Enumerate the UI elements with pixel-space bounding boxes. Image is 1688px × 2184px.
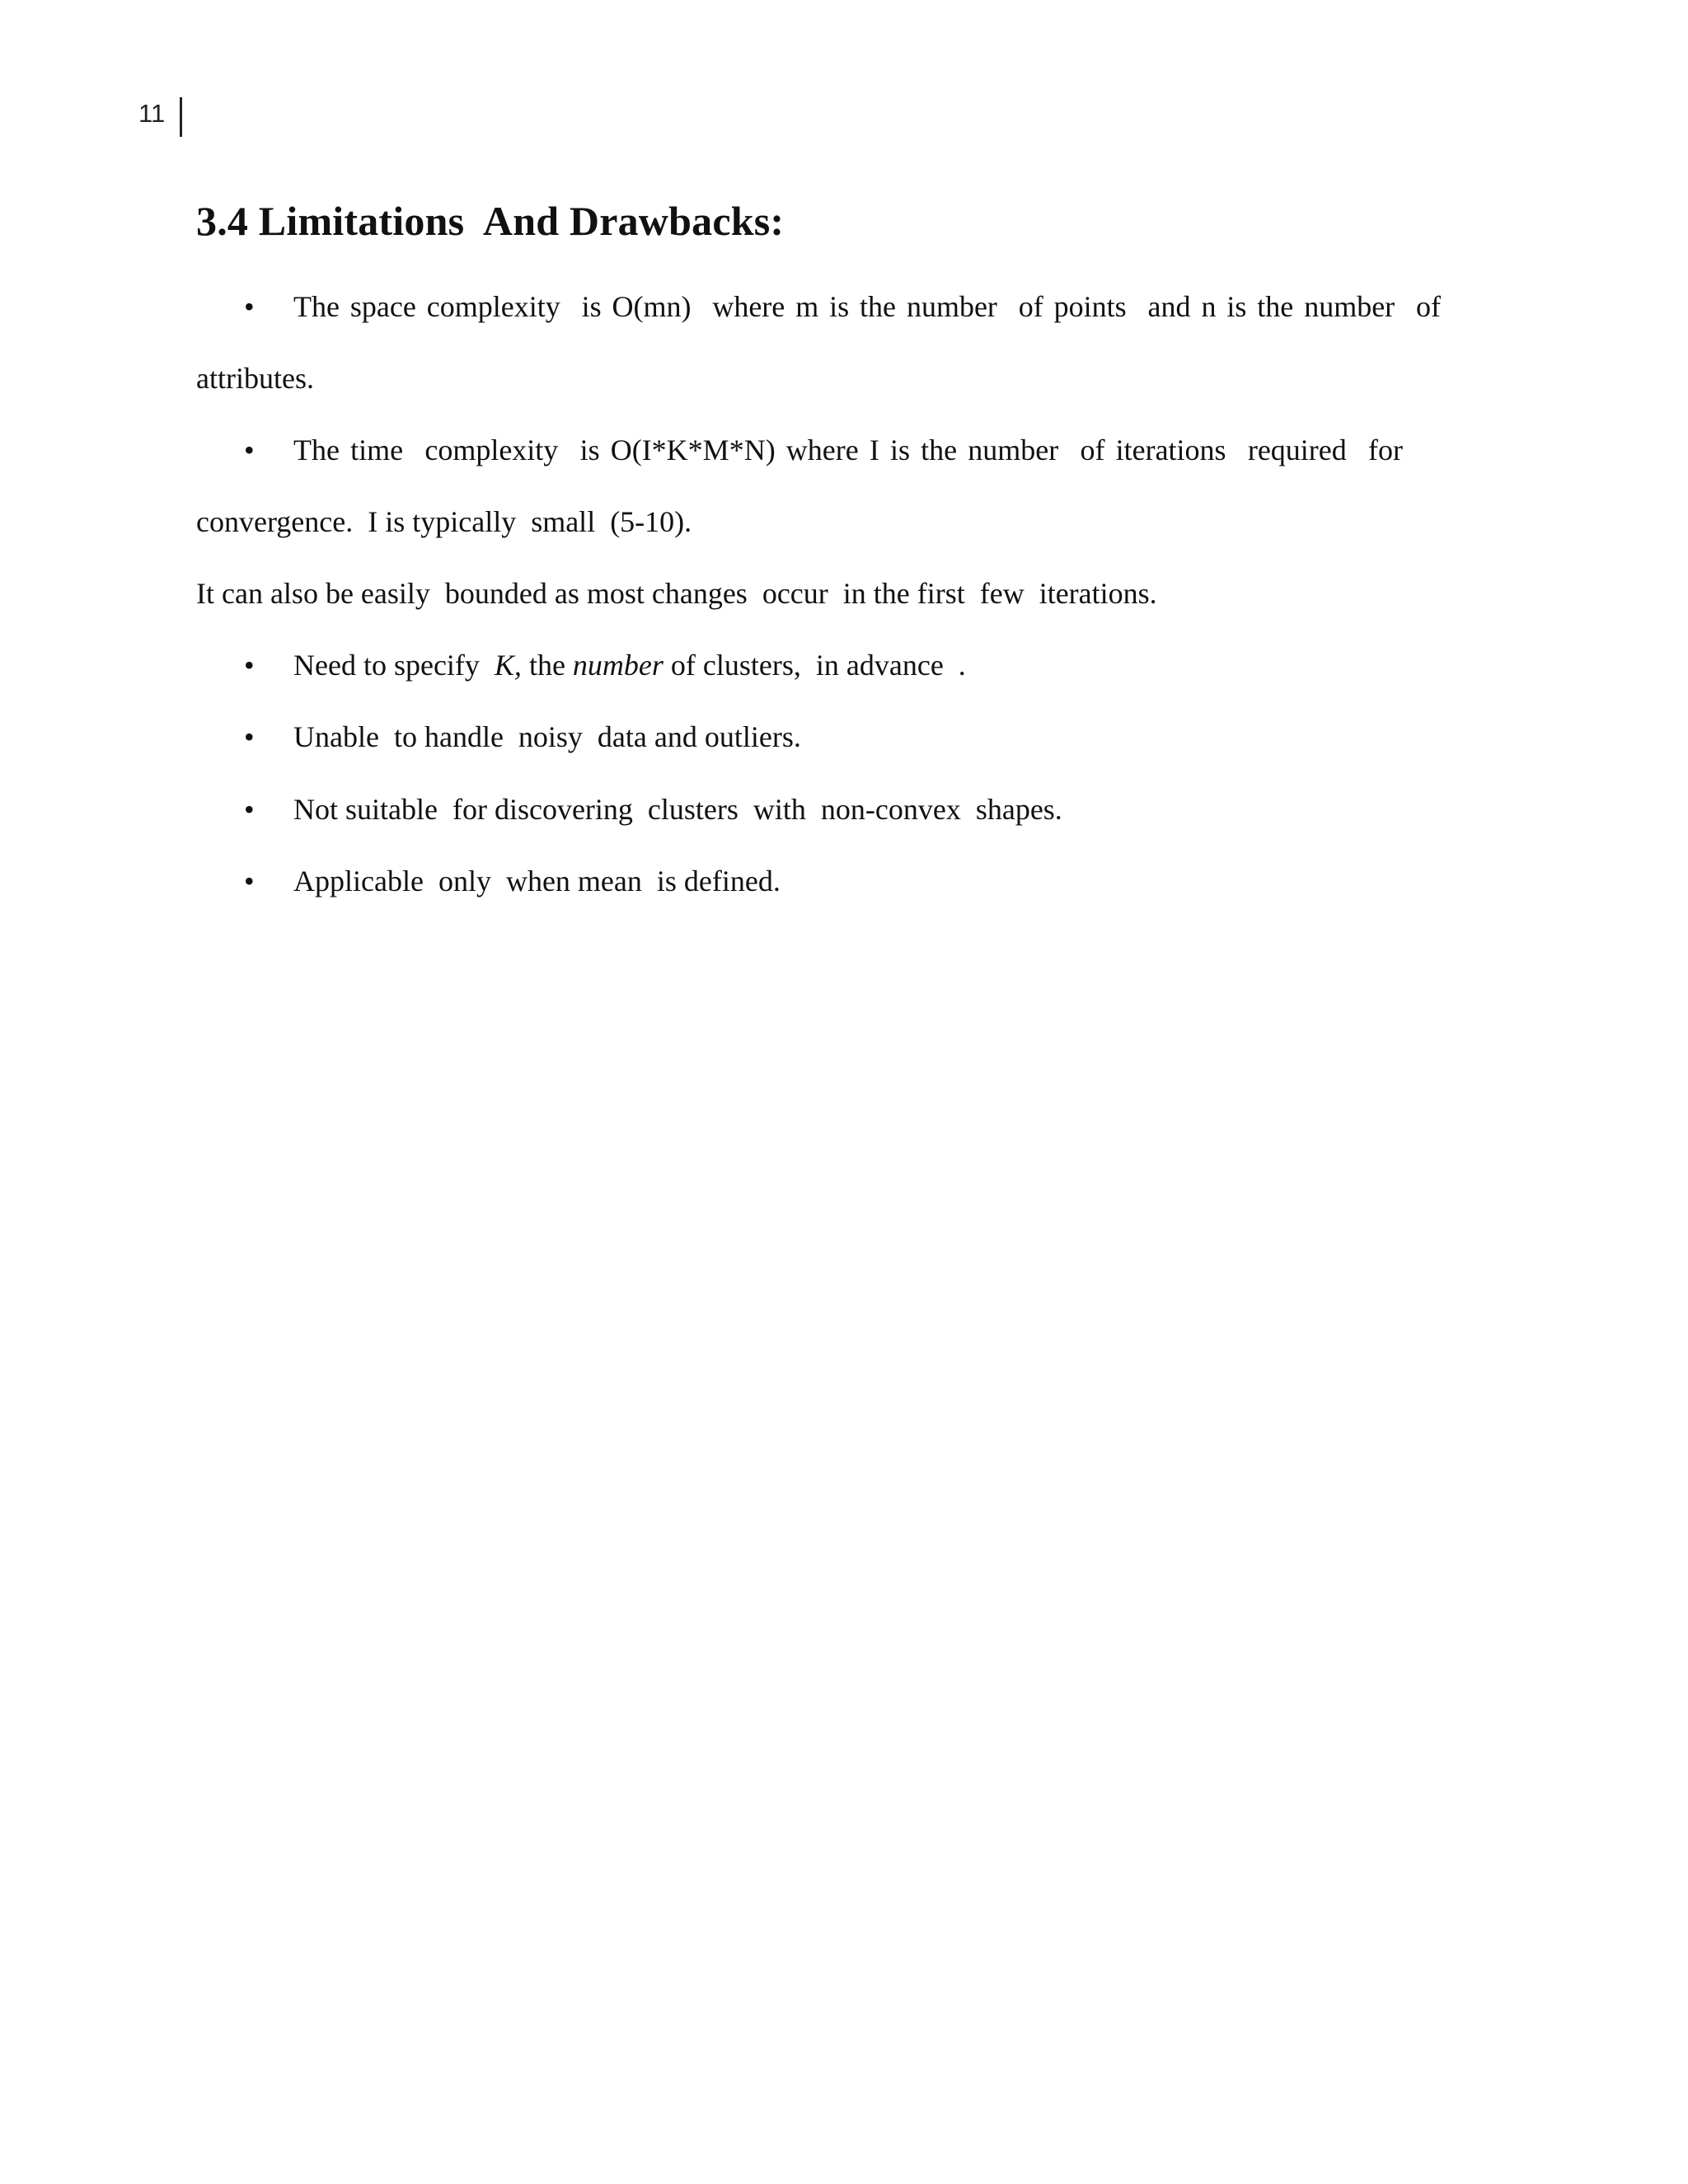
bullet-icon: • [244,720,255,753]
bullet-icon: • [244,649,255,682]
page-number-divider [180,97,182,137]
bullet-icon: • [244,793,255,826]
body-paragraph: It can also be easily bounded as most changes occur in the first few iterations. [196,577,1157,610]
page-number: 11 [138,99,166,128]
list-item-text: of clusters, in advance . [663,649,966,682]
emphasized-number: number [572,649,663,682]
list-item-space-complexity-line1: The space complexity is O(mn) where m is the number of points and n is the number of [293,290,1441,323]
list-item-non-convex: Not suitable for discovering clusters with non-convex shapes. [293,793,1062,826]
bullet-icon: • [244,290,255,323]
section-heading: 3.4 Limitations And Drawbacks: [196,198,785,244]
variable-k: K, [494,649,522,682]
list-item-space-complexity-line2: attributes. [196,362,314,395]
list-item-time-complexity-line2: convergence. I is typically small (5-10). [196,505,692,538]
list-item-text: the [521,649,573,682]
list-item-mean-defined: Applicable only when mean is defined. [293,865,781,898]
list-item-time-complexity-line1: The time complexity is O(I*K*M*N) where I is the number of iterations required for [293,434,1403,466]
bullet-icon: • [244,865,255,898]
list-item-noisy-data: Unable to handle noisy data and outliers. [293,720,801,753]
list-item-specify-k [293,647,966,683]
list-item-text: Need to specify [293,649,495,682]
bullet-icon: • [244,434,255,466]
